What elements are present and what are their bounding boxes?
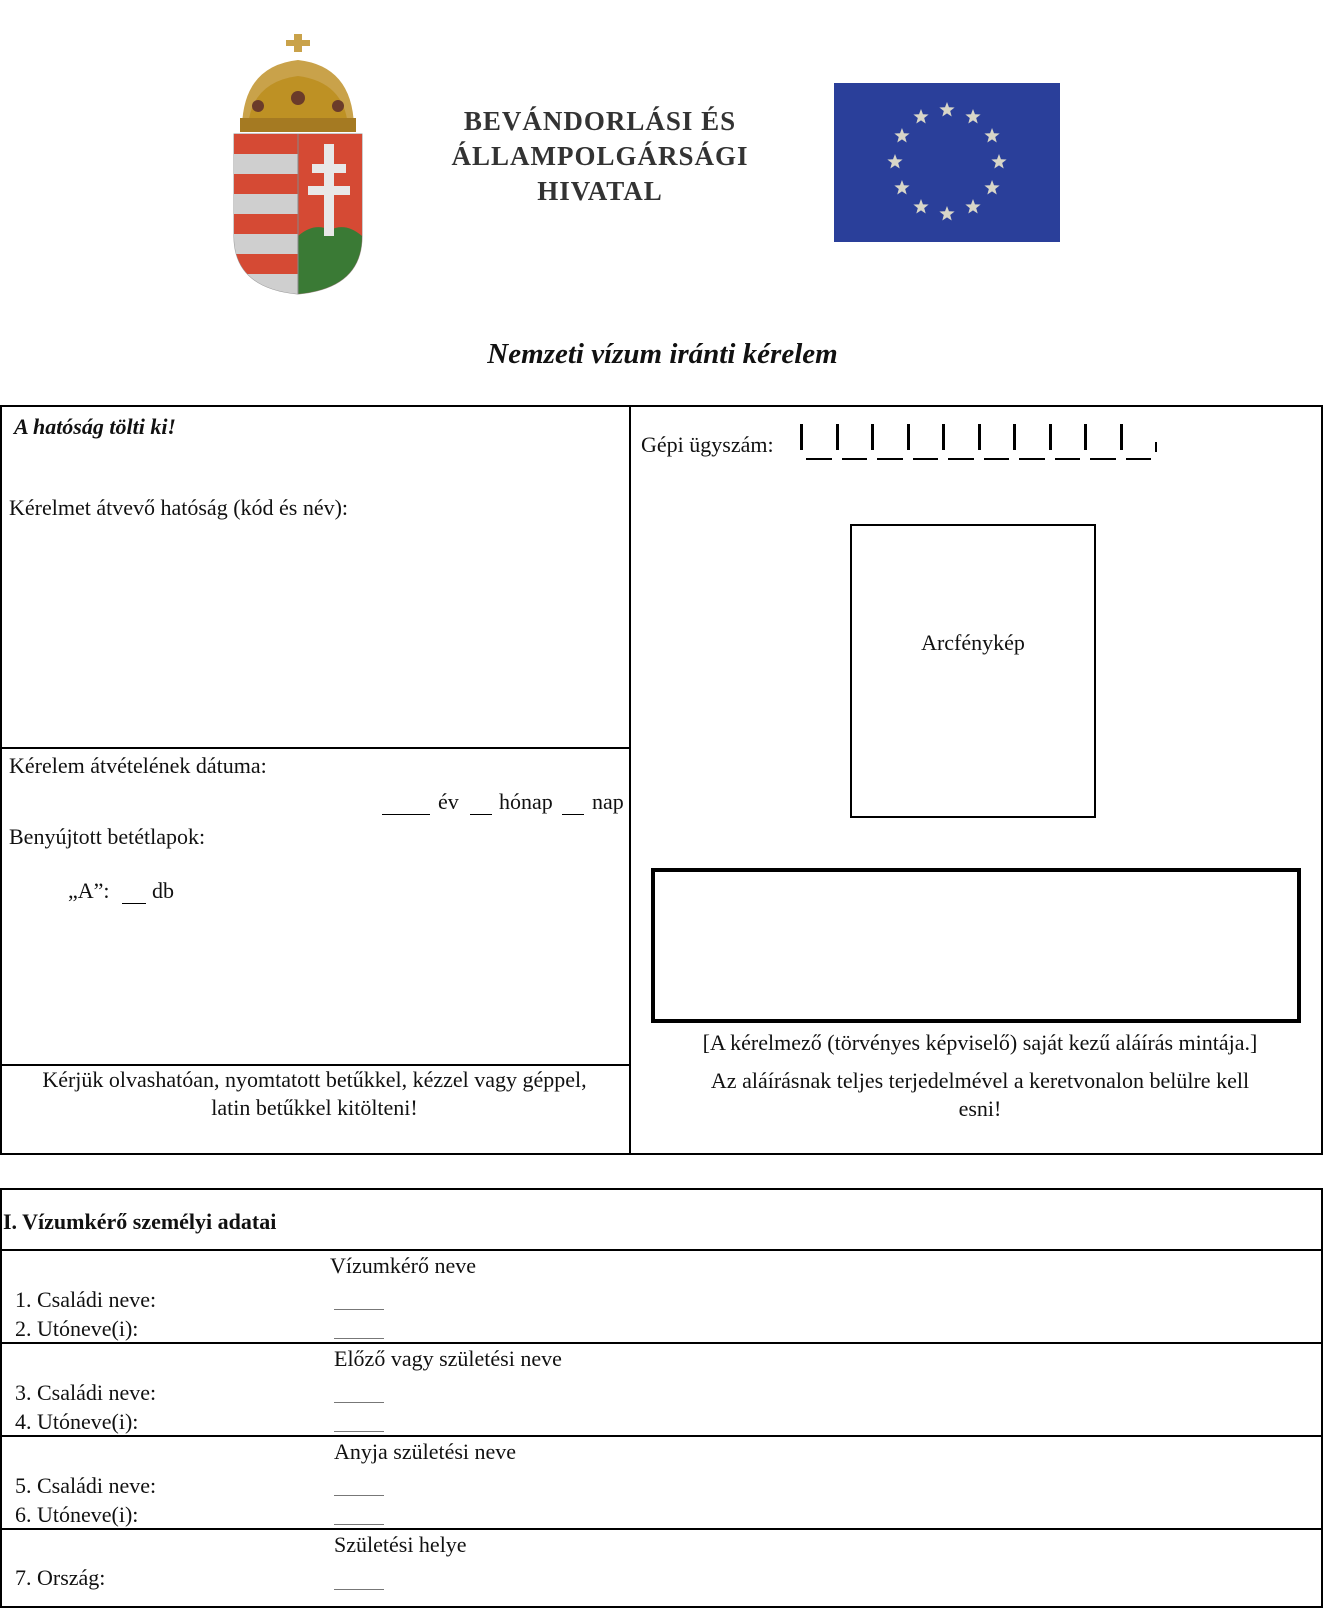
digit-separator: [1049, 424, 1052, 450]
row-divider: [0, 747, 629, 749]
row-divider: [0, 1249, 1323, 1251]
digit-slot[interactable]: [913, 458, 939, 460]
digit-separator: [871, 424, 874, 450]
digit-separator: [907, 424, 910, 450]
month-label: hónap: [499, 789, 553, 814]
field-blank-2[interactable]: [334, 1338, 384, 1339]
digit-slot[interactable]: [984, 458, 1010, 460]
signature-note: [640, 1067, 1320, 1123]
digit-slot[interactable]: [842, 458, 868, 460]
field-label-family-name-5: 5. Családi neve:: [15, 1473, 157, 1498]
field-label-family-name-3: 3. Családi neve:: [15, 1380, 157, 1405]
field-label-given-name-2: 2. Utóneve(i):: [15, 1316, 139, 1341]
field-blank-5[interactable]: [334, 1495, 384, 1496]
photo-box[interactable]: [850, 524, 1096, 818]
receipt-date-label: Kérelem átvételének dátuma:: [9, 753, 267, 778]
group-title-mother-name: Anyja születési neve: [334, 1439, 517, 1464]
field-blank-4[interactable]: [334, 1431, 384, 1432]
receiving-authority-label: Kérelmet átvevő hatóság (kód és név):: [9, 495, 349, 520]
column-divider: [629, 405, 631, 1155]
group-title-applicant-name: Vízumkérő neve: [330, 1253, 476, 1278]
field-label-given-name-6: 6. Utóneve(i):: [15, 1502, 139, 1527]
digit-separator: [978, 424, 981, 450]
section-1-table: [0, 1188, 1323, 1608]
digit-separator: [942, 424, 945, 450]
field-label-country-7: 7. Ország:: [15, 1565, 106, 1590]
signature-box[interactable]: [651, 868, 1301, 1023]
digit-slot[interactable]: [1055, 458, 1081, 460]
agency-name-line-2: ÁLLAMPOLGÁRSÁGI: [451, 141, 749, 171]
digit-slot[interactable]: [1019, 458, 1045, 460]
group-title-birth-place: Születési helye: [334, 1532, 467, 1557]
day-blank[interactable]: [562, 814, 584, 815]
agency-name-line-3: HIVATAL: [537, 176, 663, 206]
digit-slot[interactable]: [806, 458, 832, 460]
group-title-previous-name: Előző vagy születési neve: [334, 1346, 562, 1371]
field-blank-6[interactable]: [334, 1524, 384, 1525]
authority-heading: A hatóság tölti ki!: [14, 414, 176, 439]
digit-slot[interactable]: [877, 458, 903, 460]
instruction-text: [2, 1066, 627, 1122]
field-label-family-name-1: 1. Családi neve:: [15, 1287, 157, 1312]
sheet-a-label: „A”:: [68, 878, 110, 903]
photo-label: Arcfénykép: [921, 630, 1025, 655]
signature-note-line-1: Az aláírásnak teljes terjedelmével a keretvonalon belülre kell: [710, 1068, 1250, 1093]
digit-separator: [800, 424, 803, 450]
digit-separator: [1120, 424, 1123, 450]
digit-separator: [1155, 442, 1157, 452]
month-blank[interactable]: [470, 814, 492, 815]
eu-flag-icon: [834, 83, 1060, 242]
row-divider: [0, 1342, 1323, 1344]
field-label-given-name-4: 4. Utóneve(i):: [15, 1409, 139, 1434]
field-blank-7[interactable]: [334, 1589, 384, 1590]
section-1-heading: I. Vízumkérő személyi adatai: [3, 1209, 277, 1234]
row-divider: [0, 1435, 1323, 1437]
sheet-a-unit: db: [152, 878, 174, 903]
signature-note-line-2: esni!: [958, 1096, 1002, 1121]
signature-caption: [A kérelmező (törvényes képviselő) saját kezű aláírás mintája.]: [702, 1030, 1258, 1055]
sheet-a-count-blank[interactable]: [122, 903, 146, 904]
page-title: Nemzeti vízum iránti kérelem: [487, 338, 838, 370]
day-label: nap: [592, 789, 624, 814]
digit-slot[interactable]: [948, 458, 974, 460]
field-blank-3[interactable]: [334, 1402, 384, 1403]
digit-separator: [1084, 424, 1087, 450]
year-label: év: [438, 789, 459, 814]
digit-separator: [1013, 424, 1016, 450]
instruction-line-2: latin betűkkel kitölteni!: [211, 1095, 418, 1120]
hungarian-coat-of-arms-icon: [224, 26, 372, 298]
year-blank[interactable]: [382, 814, 430, 815]
instruction-line-1: Kérjük olvashatóan, nyomtatott betűkkel, kézzel vagy géppel,: [42, 1067, 587, 1092]
digit-separator: [836, 424, 839, 450]
digit-slot[interactable]: [1126, 458, 1152, 460]
digit-slot[interactable]: [1090, 458, 1116, 460]
agency-name-line-1: BEVÁNDORLÁSI ÉS: [463, 106, 737, 136]
row-divider: [0, 1528, 1323, 1530]
case-number-label: Gépi ügyszám:: [641, 432, 774, 457]
submitted-sheets-label: Benyújtott betétlapok:: [9, 824, 206, 849]
agency-name: [420, 104, 780, 209]
field-blank-1[interactable]: [334, 1309, 384, 1310]
